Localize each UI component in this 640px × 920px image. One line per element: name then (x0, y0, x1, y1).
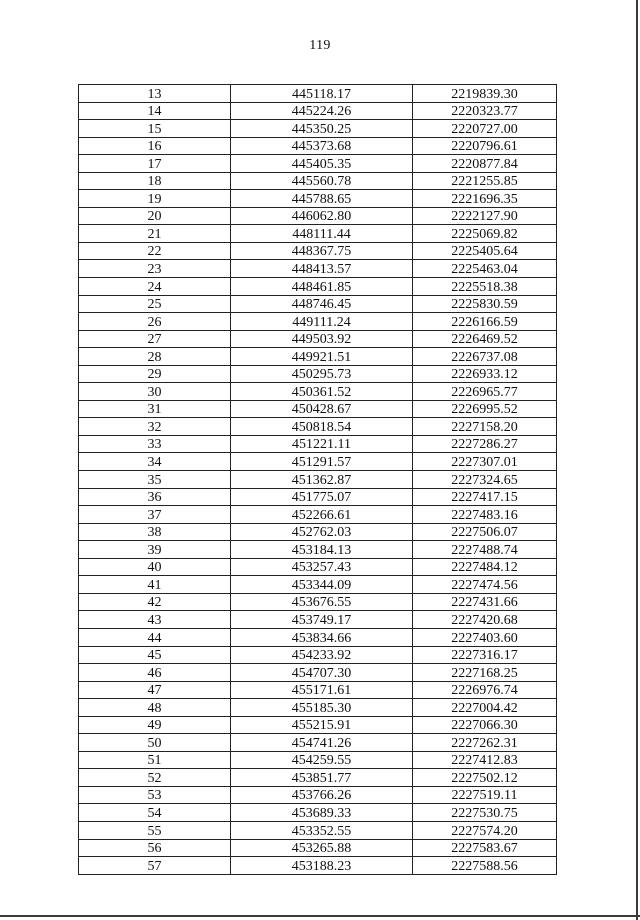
y-coordinate-cell: 2227004.42 (413, 699, 557, 717)
table-row (79, 506, 557, 524)
table-row (79, 383, 557, 401)
y-coordinate-cell: 2227530.75 (413, 804, 557, 822)
table-row (79, 137, 557, 155)
point-number-cell: 47 (79, 681, 231, 699)
x-coordinate-cell: 445405.35 (231, 155, 413, 173)
x-coordinate-cell: 455185.30 (231, 699, 413, 717)
table-row (79, 558, 557, 576)
point-number-cell: 52 (79, 769, 231, 787)
table-row (79, 260, 557, 278)
x-coordinate-cell: 453184.13 (231, 541, 413, 559)
point-number-cell: 19 (79, 190, 231, 208)
point-number-cell: 57 (79, 857, 231, 875)
point-number-cell: 46 (79, 664, 231, 682)
y-coordinate-cell: 2225463.04 (413, 260, 557, 278)
point-number-cell: 39 (79, 541, 231, 559)
x-coordinate-cell: 455171.61 (231, 681, 413, 699)
x-coordinate-cell: 452762.03 (231, 523, 413, 541)
point-number-cell: 49 (79, 716, 231, 734)
point-number-cell: 15 (79, 120, 231, 138)
y-coordinate-cell: 2227474.56 (413, 576, 557, 594)
x-coordinate-cell: 454233.92 (231, 646, 413, 664)
x-coordinate-cell: 450428.67 (231, 400, 413, 418)
table-row (79, 804, 557, 822)
table-row (79, 102, 557, 120)
point-number-cell: 14 (79, 102, 231, 120)
table-row (79, 190, 557, 208)
table-row (79, 541, 557, 559)
table-row (79, 242, 557, 260)
y-coordinate-cell: 2227574.20 (413, 821, 557, 839)
x-coordinate-cell: 453766.26 (231, 786, 413, 804)
x-coordinate-cell: 453851.77 (231, 769, 413, 787)
scan-edge-bottom (0, 915, 640, 917)
y-coordinate-cell: 2226166.59 (413, 313, 557, 331)
table-row (79, 664, 557, 682)
table-row (79, 716, 557, 734)
x-coordinate-cell: 445788.65 (231, 190, 413, 208)
y-coordinate-cell: 2226965.77 (413, 383, 557, 401)
x-coordinate-cell: 451775.07 (231, 488, 413, 506)
table-row (79, 207, 557, 225)
y-coordinate-cell: 2227519.11 (413, 786, 557, 804)
point-number-cell: 25 (79, 295, 231, 313)
table-row (79, 699, 557, 717)
x-coordinate-cell: 449921.51 (231, 348, 413, 366)
y-coordinate-cell: 2225518.38 (413, 278, 557, 296)
table-row (79, 453, 557, 471)
point-number-cell: 18 (79, 172, 231, 190)
page-number: 119 (309, 38, 331, 53)
x-coordinate-cell: 453676.55 (231, 593, 413, 611)
table-row (79, 313, 557, 331)
x-coordinate-cell: 446062.80 (231, 207, 413, 225)
x-coordinate-cell: 445350.25 (231, 120, 413, 138)
table-row (79, 225, 557, 243)
x-coordinate-cell: 452266.61 (231, 506, 413, 524)
x-coordinate-cell: 450295.73 (231, 365, 413, 383)
y-coordinate-cell: 2227316.17 (413, 646, 557, 664)
y-coordinate-cell: 2227502.12 (413, 769, 557, 787)
table-row (79, 628, 557, 646)
table-row (79, 646, 557, 664)
table-row (79, 418, 557, 436)
y-coordinate-cell: 2227066.30 (413, 716, 557, 734)
x-coordinate-cell: 445560.78 (231, 172, 413, 190)
y-coordinate-cell: 2227483.16 (413, 506, 557, 524)
x-coordinate-cell: 453689.33 (231, 804, 413, 822)
point-number-cell: 48 (79, 699, 231, 717)
point-number-cell: 42 (79, 593, 231, 611)
table-row (79, 769, 557, 787)
y-coordinate-cell: 2227412.83 (413, 751, 557, 769)
x-coordinate-cell: 453344.09 (231, 576, 413, 594)
point-number-cell: 51 (79, 751, 231, 769)
y-coordinate-cell: 2222127.90 (413, 207, 557, 225)
x-coordinate-cell: 450818.54 (231, 418, 413, 436)
point-number-cell: 55 (79, 821, 231, 839)
x-coordinate-cell: 453257.43 (231, 558, 413, 576)
x-coordinate-cell: 455215.91 (231, 716, 413, 734)
y-coordinate-cell: 2227417.15 (413, 488, 557, 506)
y-coordinate-cell: 2227324.65 (413, 471, 557, 489)
y-coordinate-cell: 2226933.12 (413, 365, 557, 383)
table-row (79, 611, 557, 629)
x-coordinate-cell: 453834.66 (231, 628, 413, 646)
y-coordinate-cell: 2227588.56 (413, 857, 557, 875)
x-coordinate-cell: 448111.44 (231, 225, 413, 243)
y-coordinate-cell: 2226469.52 (413, 330, 557, 348)
y-coordinate-cell: 2227420.68 (413, 611, 557, 629)
point-number-cell: 31 (79, 400, 231, 418)
y-coordinate-cell: 2221255.85 (413, 172, 557, 190)
point-number-cell: 56 (79, 839, 231, 857)
y-coordinate-cell: 2227431.66 (413, 593, 557, 611)
point-number-cell: 21 (79, 225, 231, 243)
x-coordinate-cell: 448746.45 (231, 295, 413, 313)
y-coordinate-cell: 2227262.31 (413, 734, 557, 752)
point-number-cell: 45 (79, 646, 231, 664)
table-row (79, 576, 557, 594)
y-coordinate-cell: 2225830.59 (413, 295, 557, 313)
x-coordinate-cell: 451221.11 (231, 435, 413, 453)
table-row (79, 681, 557, 699)
point-number-cell: 24 (79, 278, 231, 296)
point-number-cell: 35 (79, 471, 231, 489)
point-number-cell: 38 (79, 523, 231, 541)
point-number-cell: 33 (79, 435, 231, 453)
y-coordinate-cell: 2220323.77 (413, 102, 557, 120)
y-coordinate-cell: 2220877.84 (413, 155, 557, 173)
table-row (79, 593, 557, 611)
point-number-cell: 34 (79, 453, 231, 471)
y-coordinate-cell: 2227488.74 (413, 541, 557, 559)
table-row (79, 85, 557, 103)
x-coordinate-cell: 454259.55 (231, 751, 413, 769)
table-row (79, 839, 557, 857)
table-row (79, 330, 557, 348)
x-coordinate-cell: 453749.17 (231, 611, 413, 629)
table-row (79, 172, 557, 190)
point-number-cell: 43 (79, 611, 231, 629)
table-row (79, 734, 557, 752)
y-coordinate-cell: 2219839.30 (413, 85, 557, 103)
point-number-cell: 41 (79, 576, 231, 594)
table-row (79, 295, 557, 313)
point-number-cell: 28 (79, 348, 231, 366)
point-number-cell: 26 (79, 313, 231, 331)
table-row (79, 155, 557, 173)
point-number-cell: 16 (79, 137, 231, 155)
table-row (79, 400, 557, 418)
table-row (79, 471, 557, 489)
point-number-cell: 23 (79, 260, 231, 278)
point-number-cell: 32 (79, 418, 231, 436)
x-coordinate-cell: 451291.57 (231, 453, 413, 471)
y-coordinate-cell: 2226976.74 (413, 681, 557, 699)
point-number-cell: 50 (79, 734, 231, 752)
table-row (79, 857, 557, 875)
point-number-cell: 36 (79, 488, 231, 506)
table-row (79, 348, 557, 366)
y-coordinate-cell: 2227168.25 (413, 664, 557, 682)
x-coordinate-cell: 448367.75 (231, 242, 413, 260)
y-coordinate-cell: 2227158.20 (413, 418, 557, 436)
table-row (79, 751, 557, 769)
x-coordinate-cell: 445224.26 (231, 102, 413, 120)
coordinates-table (78, 84, 557, 875)
coordinates-table-body (79, 85, 557, 875)
scan-edge-right (636, 0, 638, 920)
x-coordinate-cell: 448461.85 (231, 278, 413, 296)
x-coordinate-cell: 445118.17 (231, 85, 413, 103)
y-coordinate-cell: 2227403.60 (413, 628, 557, 646)
y-coordinate-cell: 2227506.07 (413, 523, 557, 541)
x-coordinate-cell: 449111.24 (231, 313, 413, 331)
x-coordinate-cell: 454707.30 (231, 664, 413, 682)
y-coordinate-cell: 2225405.64 (413, 242, 557, 260)
point-number-cell: 17 (79, 155, 231, 173)
table-row (79, 523, 557, 541)
table-row (79, 365, 557, 383)
point-number-cell: 13 (79, 85, 231, 103)
x-coordinate-cell: 454741.26 (231, 734, 413, 752)
point-number-cell: 53 (79, 786, 231, 804)
point-number-cell: 29 (79, 365, 231, 383)
x-coordinate-cell: 453188.23 (231, 857, 413, 875)
point-number-cell: 40 (79, 558, 231, 576)
table-row (79, 821, 557, 839)
y-coordinate-cell: 2226737.08 (413, 348, 557, 366)
y-coordinate-cell: 2227583.67 (413, 839, 557, 857)
x-coordinate-cell: 453352.55 (231, 821, 413, 839)
point-number-cell: 20 (79, 207, 231, 225)
point-number-cell: 54 (79, 804, 231, 822)
point-number-cell: 44 (79, 628, 231, 646)
x-coordinate-cell: 453265.88 (231, 839, 413, 857)
point-number-cell: 30 (79, 383, 231, 401)
y-coordinate-cell: 2220796.61 (413, 137, 557, 155)
y-coordinate-cell: 2227286.27 (413, 435, 557, 453)
table-row (79, 435, 557, 453)
x-coordinate-cell: 445373.68 (231, 137, 413, 155)
point-number-cell: 27 (79, 330, 231, 348)
point-number-cell: 37 (79, 506, 231, 524)
table-row (79, 278, 557, 296)
point-number-cell: 22 (79, 242, 231, 260)
x-coordinate-cell: 450361.52 (231, 383, 413, 401)
y-coordinate-cell: 2225069.82 (413, 225, 557, 243)
x-coordinate-cell: 448413.57 (231, 260, 413, 278)
y-coordinate-cell: 2227484.12 (413, 558, 557, 576)
y-coordinate-cell: 2227307.01 (413, 453, 557, 471)
y-coordinate-cell: 2221696.35 (413, 190, 557, 208)
table-row (79, 488, 557, 506)
table-row (79, 120, 557, 138)
y-coordinate-cell: 2220727.00 (413, 120, 557, 138)
x-coordinate-cell: 451362.87 (231, 471, 413, 489)
x-coordinate-cell: 449503.92 (231, 330, 413, 348)
y-coordinate-cell: 2226995.52 (413, 400, 557, 418)
table-row (79, 786, 557, 804)
